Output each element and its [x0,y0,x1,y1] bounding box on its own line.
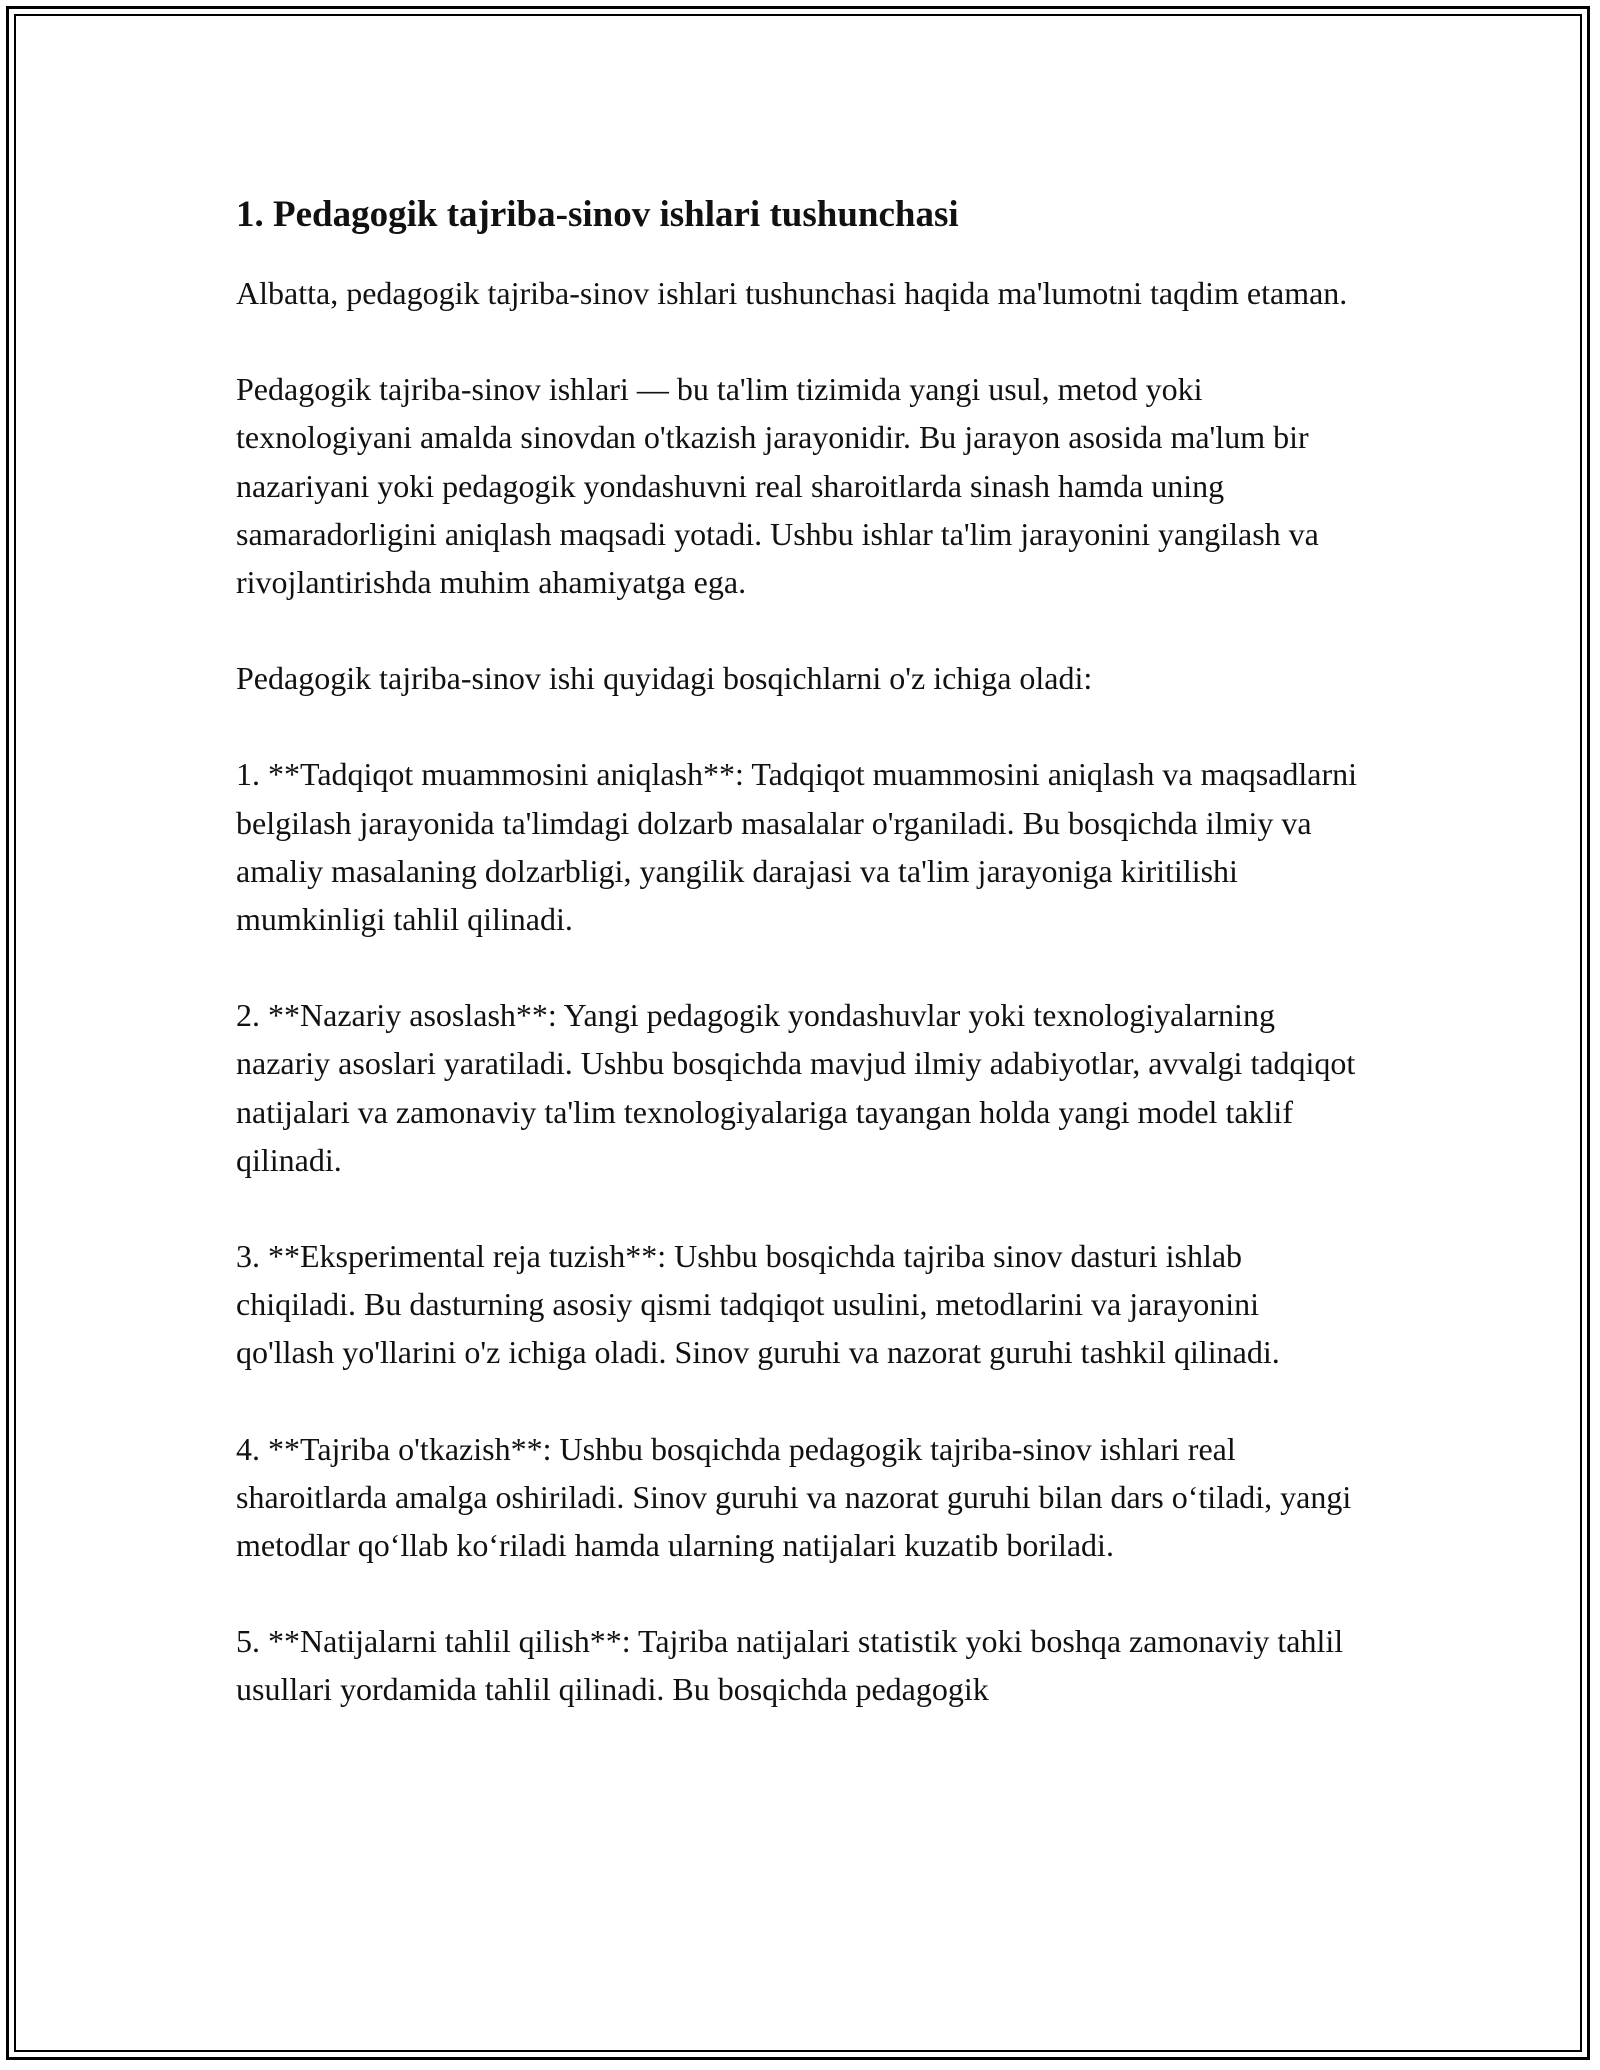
intro-paragraph: Albatta, pedagogik tajriba-sinov ishlari tushunchasi haqida ma'lumotni taqdim etaman. [236,275,1348,311]
stage-4-paragraph: 4. **Tajriba o'tkazish**: Ushbu bosqichda pedagogik tajriba-sinov ishlari real sharoitlarda amalga oshiriladi. Sinov guruhi va nazorat guruhi bilan dars o‘tiladi, yangi metodlar qo‘llab ko‘riladi hamda ularning natijalari kuzatib boriladi. [236,1430,1352,1564]
stages-intro-paragraph: Pedagogik tajriba-sinov ishi quyidagi bosqichlarni o'z ichiga oladi: [236,660,1093,697]
definition-paragraph: Pedagogik tajriba-sinov ishlari — bu ta'lim tizimida yangi usul, metod yoki texnologiyani amalda sinovdan o'tkazish jarayonidir. Bu jarayon asosida ma'lum bir nazariyani yoki pedagogik yondashuvni real sharoitlarda sinash hamda uning samaradorligini aniqlash maqsadi yotadi. Ushbu ishlar ta'lim jarayonini yangilash va rivojlantirishda muhim ahamiyatga ega. [236,371,1319,601]
stage-1-paragraph: 1. **Tadqiqot muammosini aniqlash**: Tadqiqot muammosini aniqlash va maqsadlarni belgilash jarayonida ta'limdagi dolzarb masalalar o'rganiladi. Bu bosqichda ilmiy va amaliy masalaning dolzarbligi, yangilik darajasi va ta'lim jarayoniga kiritilishi mumkinligi tahlil qilinadi. [236,756,1357,938]
document-page [236,188,1364,1762]
stage-3-paragraph: 3. **Eksperimental reja tuzish**: Ushbu bosqichda tajriba sinov dasturi ishlab chiqiladi. Bu dasturning asosiy qismi tadqiqot usulini, metodlarini va jarayonini qo'llash yo'llarini o'z ichiga oladi. Sinov guruhi va nazorat guruhi tashkil qilinadi. [236,1238,1280,1371]
stage-2-paragraph: 2. **Nazariy asoslash**: Yangi pedagogik yondashuvlar yoki texnologiyalarning nazariy asoslari yaratiladi. Ushbu bosqichda mavjud ilmiy adabiyotlar, avvalgi tadqiqot natijalari va zamonaviy ta'lim texnologiyalariga tayangan holda yangi model taklif qilinadi. [236,997,1356,1178]
document-title: 1. Pedagogik tajriba-sinov ishlari tushunchasi [236,194,959,235]
stage-5-paragraph: 5. **Natijalarni tahlil qilish**: Tajriba natijalari statistik yoki boshqa zamonaviy tahlil usullari yordamida tahlil qilinadi. Bu bosqichda pedagogik [236,1623,1344,1708]
